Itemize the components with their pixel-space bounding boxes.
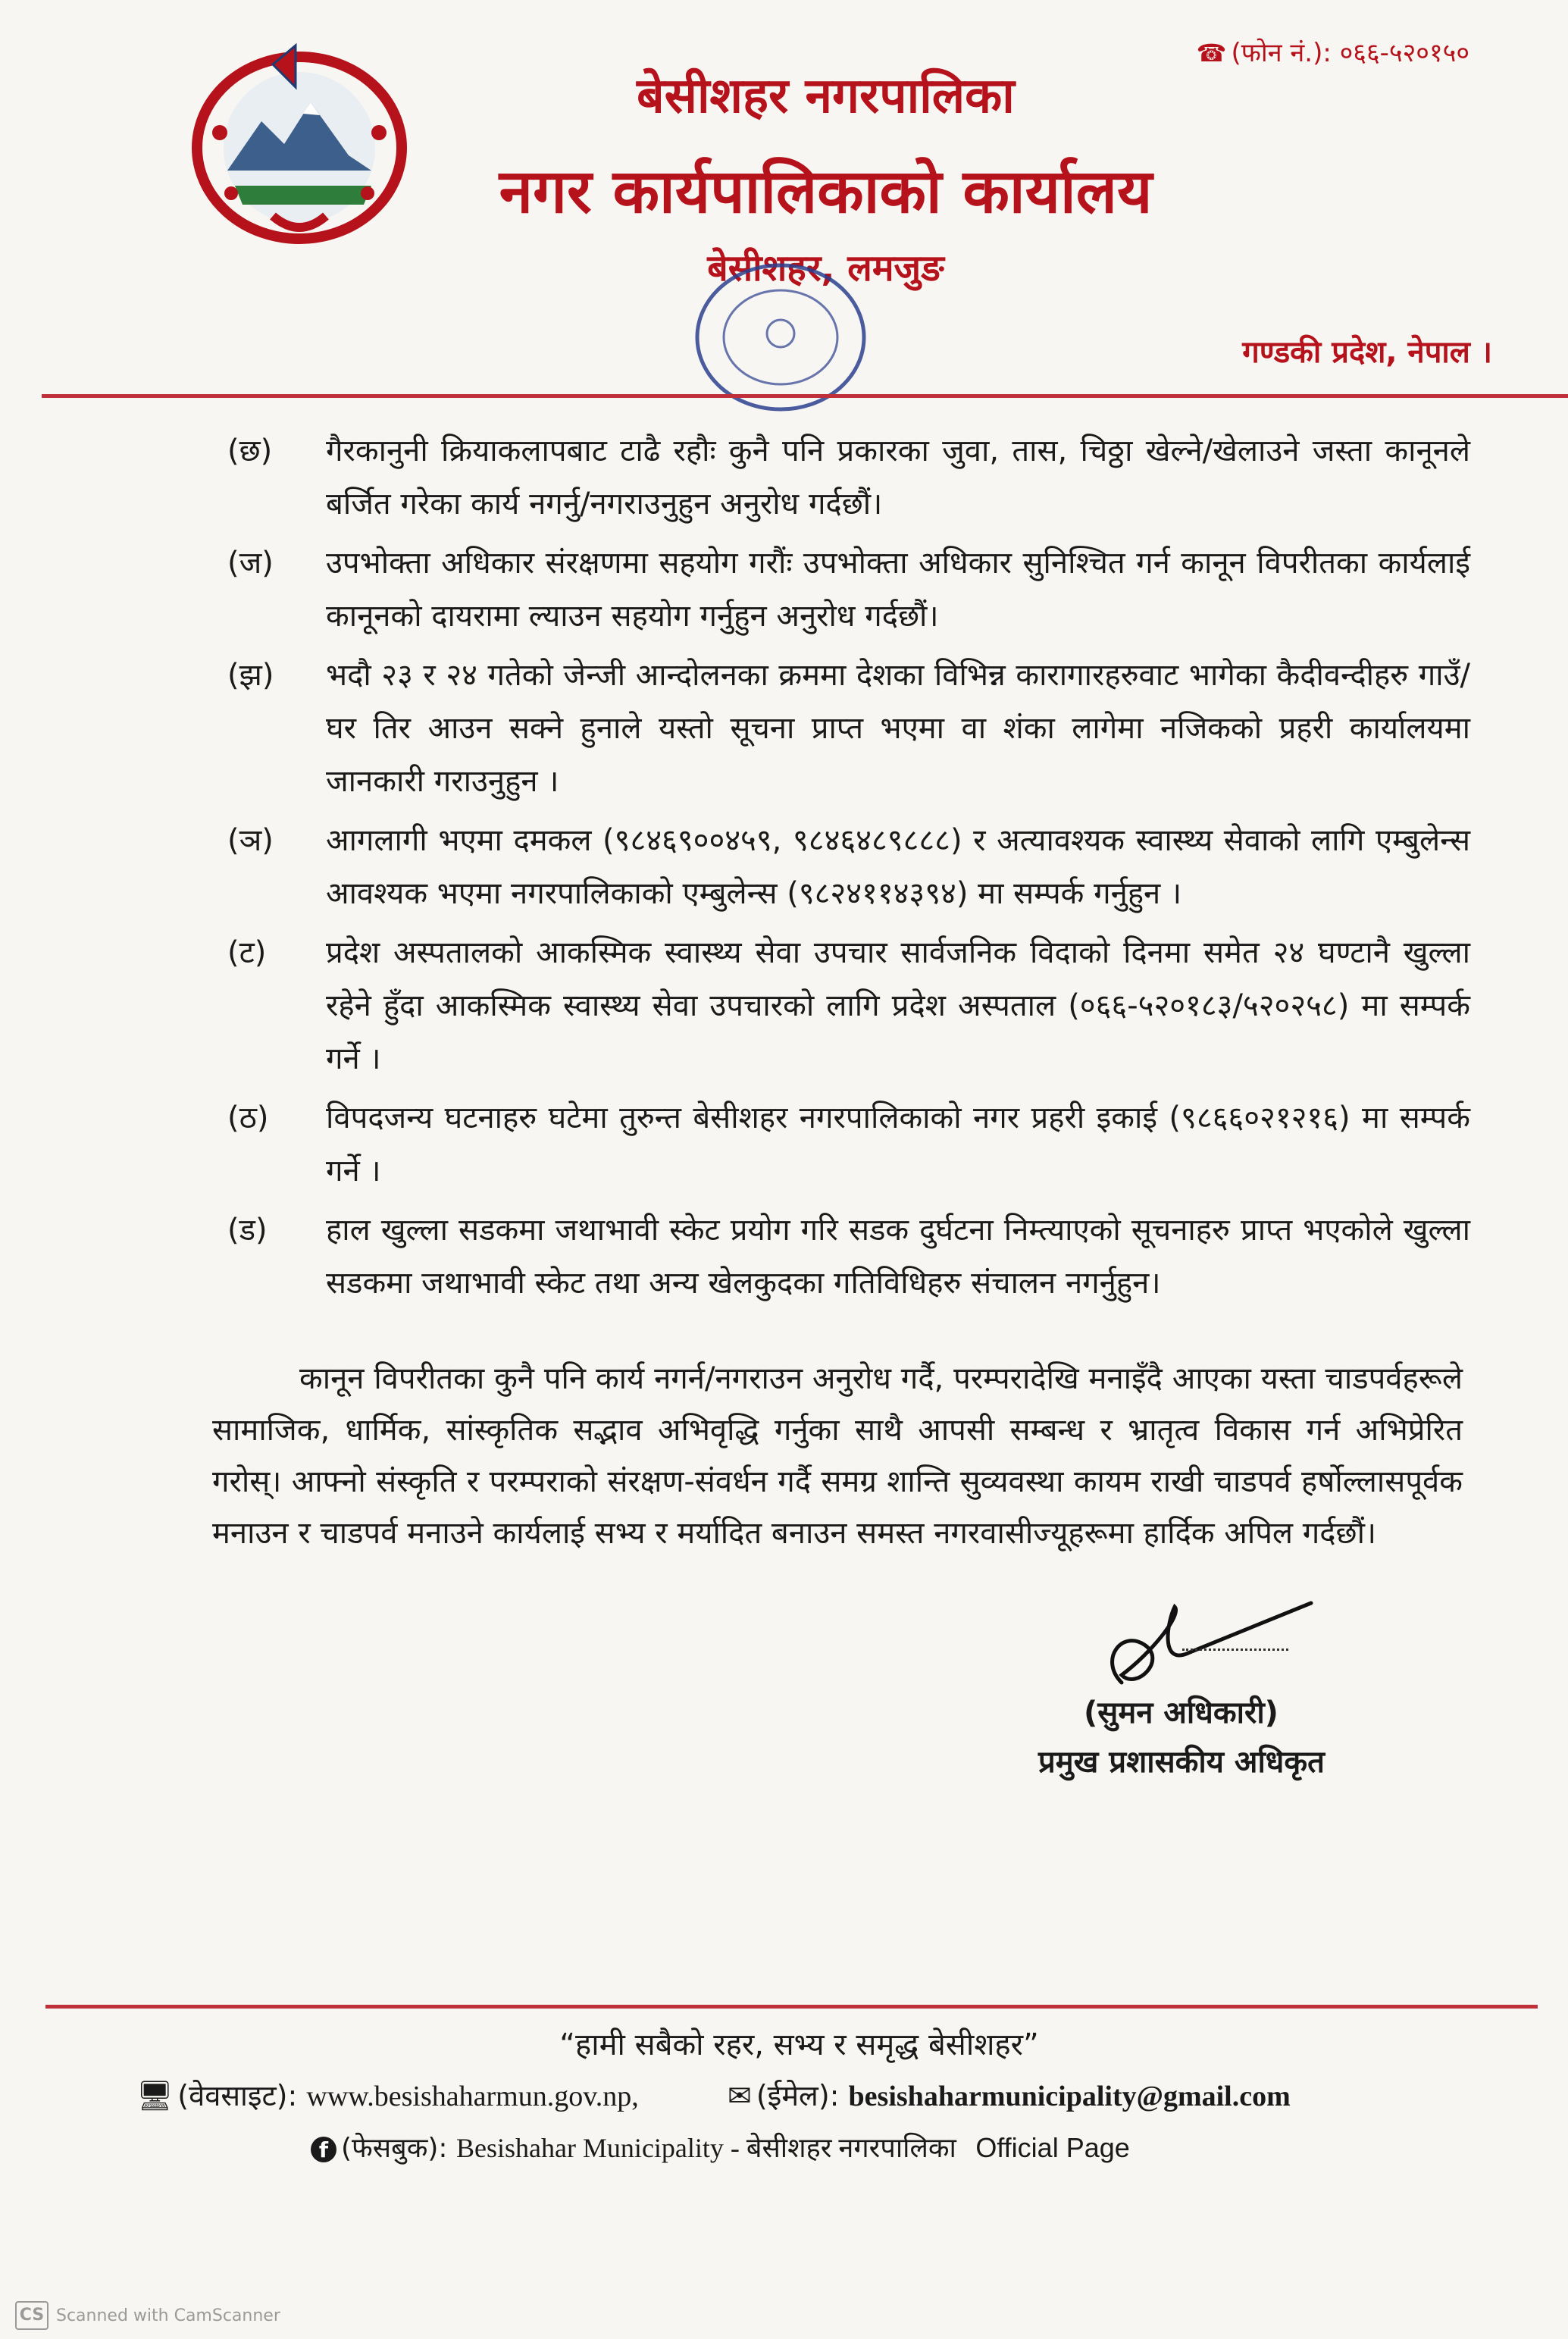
item-text: विपदजन्य घटनाहरु घटेमा तुरुन्त बेसीशहर नगरपालिकाको नगर प्रहरी इकाई (९८६६०२१२१६) मा सम्पर्क गर्ने । — [326, 1101, 1470, 1188]
closing-paragraph: कानून विपरीतका कुनै पनि कार्य नगर्न/नगराउन अनुरोध गर्दै, परम्परादेखि मनाइँदै आएका यस्ता चाडपर्वहरूले सामाजिक, धार्मिक, सांस्कृतिक सद्भाव अभिवृद्धि गर्नुका साथै आपसी सम्बन्ध र भ्रातृत्व विकास गर्न अभिप्रेरित गरोस्। आफ्नो संस्कृति र परम्पराको संरक्षण-संवर्धन गर्दै समग्र शान्ति सुव्यवस्था कायम राखी चाडपर्व हर्षोल्लासपूर्वक मनाउन र चाडपर्व मनाउने कार्यलाई सभ्य र मर्यादित बनाउन समस्त नगरवासीज्यूहरूमा हार्दिक अपिल गर्दछौं। — [212, 1361, 1463, 1551]
email-contact — [728, 2075, 1291, 2115]
website-contact — [136, 2075, 639, 2115]
notice-items — [227, 424, 1470, 1316]
facebook-contact — [311, 2128, 1130, 2165]
email-address[interactable]: besishaharmunicipality@gmail.com — [848, 2081, 1291, 2112]
camscanner-logo-icon: CS — [15, 2301, 49, 2330]
municipality-name: बेसीशहर नगरपालिका — [637, 68, 1015, 124]
header-divider — [42, 394, 1568, 398]
list-item — [227, 1204, 1470, 1310]
list-item — [227, 814, 1470, 920]
list-item — [227, 649, 1470, 808]
location: बेसीशहर, लमजुङ — [707, 247, 944, 290]
telephone-icon: ☎ — [1196, 39, 1227, 67]
list-item — [227, 424, 1470, 531]
item-text: उपभोक्ता अधिकार संरक्षणमा सहयोग गरौंः उपभोक्ता अधिकार सुनिश्चित गर्न कानून विपरीतका कार्यलाई कानूनको दायरामा ल्याउन सहयोग गर्नुहुन अनुरोध गर्दछौं। — [326, 546, 1470, 634]
item-label: (ठ) — [227, 1101, 269, 1135]
website-icon: 🖥 — [136, 2079, 174, 2112]
item-label: (छ) — [227, 434, 273, 468]
province: गण्डकी प्रदेश, नेपाल । — [1242, 335, 1492, 370]
office-name: नगर कार्यपालिकाको कार्यालय — [499, 156, 1153, 227]
facebook-page[interactable]: Besishahar Municipality - बेसीशहर नगरपालिका — [455, 2133, 956, 2163]
scanner-text: Scanned with CamScanner — [56, 2306, 280, 2325]
item-text: आगलागी भएमा दमकल (९८४६९००४५९, ९८४६४८९८८८) र अत्यावश्यक स्वास्थ्य सेवाको लागि एम्बुलेन्स आवश्यक भएमा नगरपालिकाको एम्बुलेन्स (९८२४११४३९४) मा सम्पर्क गर्नुहुन । — [326, 823, 1470, 911]
item-label: (ज) — [227, 546, 274, 581]
item-label: (ञ) — [227, 823, 274, 858]
item-text: प्रदेश अस्पतालको आकस्मिक स्वास्थ्य सेवा उपचार सार्वजनिक विदाको दिनमा समेत २४ घण्टानै खुल्ला रहेने हुँदा आकस्मिक स्वास्थ्य सेवा उपचारको लागि प्रदेश अस्पताल (०६६-५२०१८३/५२०२५८) मा सम्पर्क गर्ने । — [326, 935, 1470, 1076]
list-item — [227, 1091, 1470, 1198]
list-item — [227, 537, 1470, 643]
email-icon: ✉ — [728, 2079, 752, 2112]
facebook-icon: f — [311, 2137, 336, 2162]
office-seal-icon — [667, 250, 894, 424]
signature-line — [1182, 1649, 1288, 1651]
item-label: (ट) — [227, 935, 267, 970]
item-text: हाल खुल्ला सडकमा जथाभावी स्केट प्रयोग गरि सडक दुर्घटना निम्त्याएको सूचनाहरु प्राप्त भएकोले खुल्ला सडकमा जथाभावी स्केट तथा अन्य खेलकुदका गतिविधिहरु संचालन नगर्नुहुन। — [326, 1213, 1470, 1301]
facebook-suffix: Official Page — [975, 2132, 1130, 2163]
item-text: भदौ २३ र २४ गतेको जेन्जी आन्दोलनका क्रममा देशका विभिन्न कारागारहरुवाट भागेका कैदीवन्दीहरु गाउँ/घर तिर आउन सक्ने हुनाले यस्तो सूचना प्राप्त भएमा वा शंका लागेमा नजिकको प्रहरी कार्यालयमा जानकारी गराउनुहुन । — [326, 658, 1470, 799]
phone-text: (फोन नं.): ०६६-५२०१५० — [1231, 38, 1469, 68]
signatory-title: प्रमुख प्रशासकीय अधिकृत — [1038, 1745, 1325, 1780]
scanner-watermark — [15, 2301, 280, 2330]
website-label: (वेवसाइट): — [177, 2079, 298, 2112]
footer-divider — [45, 2005, 1538, 2009]
motto: “हामी सबैको रहर, सभ्य र समृद्ध बेसीशहर” — [559, 2027, 1039, 2062]
facebook-label: (फेसबुक): — [341, 2133, 448, 2164]
website-url[interactable]: www.besishaharmun.gov.np, — [306, 2081, 639, 2112]
item-label: (झ) — [227, 658, 274, 693]
item-text: गैरकानुनी क्रियाकलापबाट टाढै रहौः कुनै पनि प्रकारका जुवा, तास, चिठ्ठा खेल्ने/खेलाउने जस्ता कानूनले बर्जित गरेका कार्य नगर्नु/नगराउनुहुन अनुरोध गर्दछौं। — [326, 434, 1470, 521]
list-item — [227, 926, 1470, 1085]
signatory-name: (सुमन अधिकारी) — [1084, 1696, 1278, 1730]
email-label: (ईमेल): — [756, 2079, 840, 2112]
item-label: (ड) — [227, 1213, 268, 1248]
